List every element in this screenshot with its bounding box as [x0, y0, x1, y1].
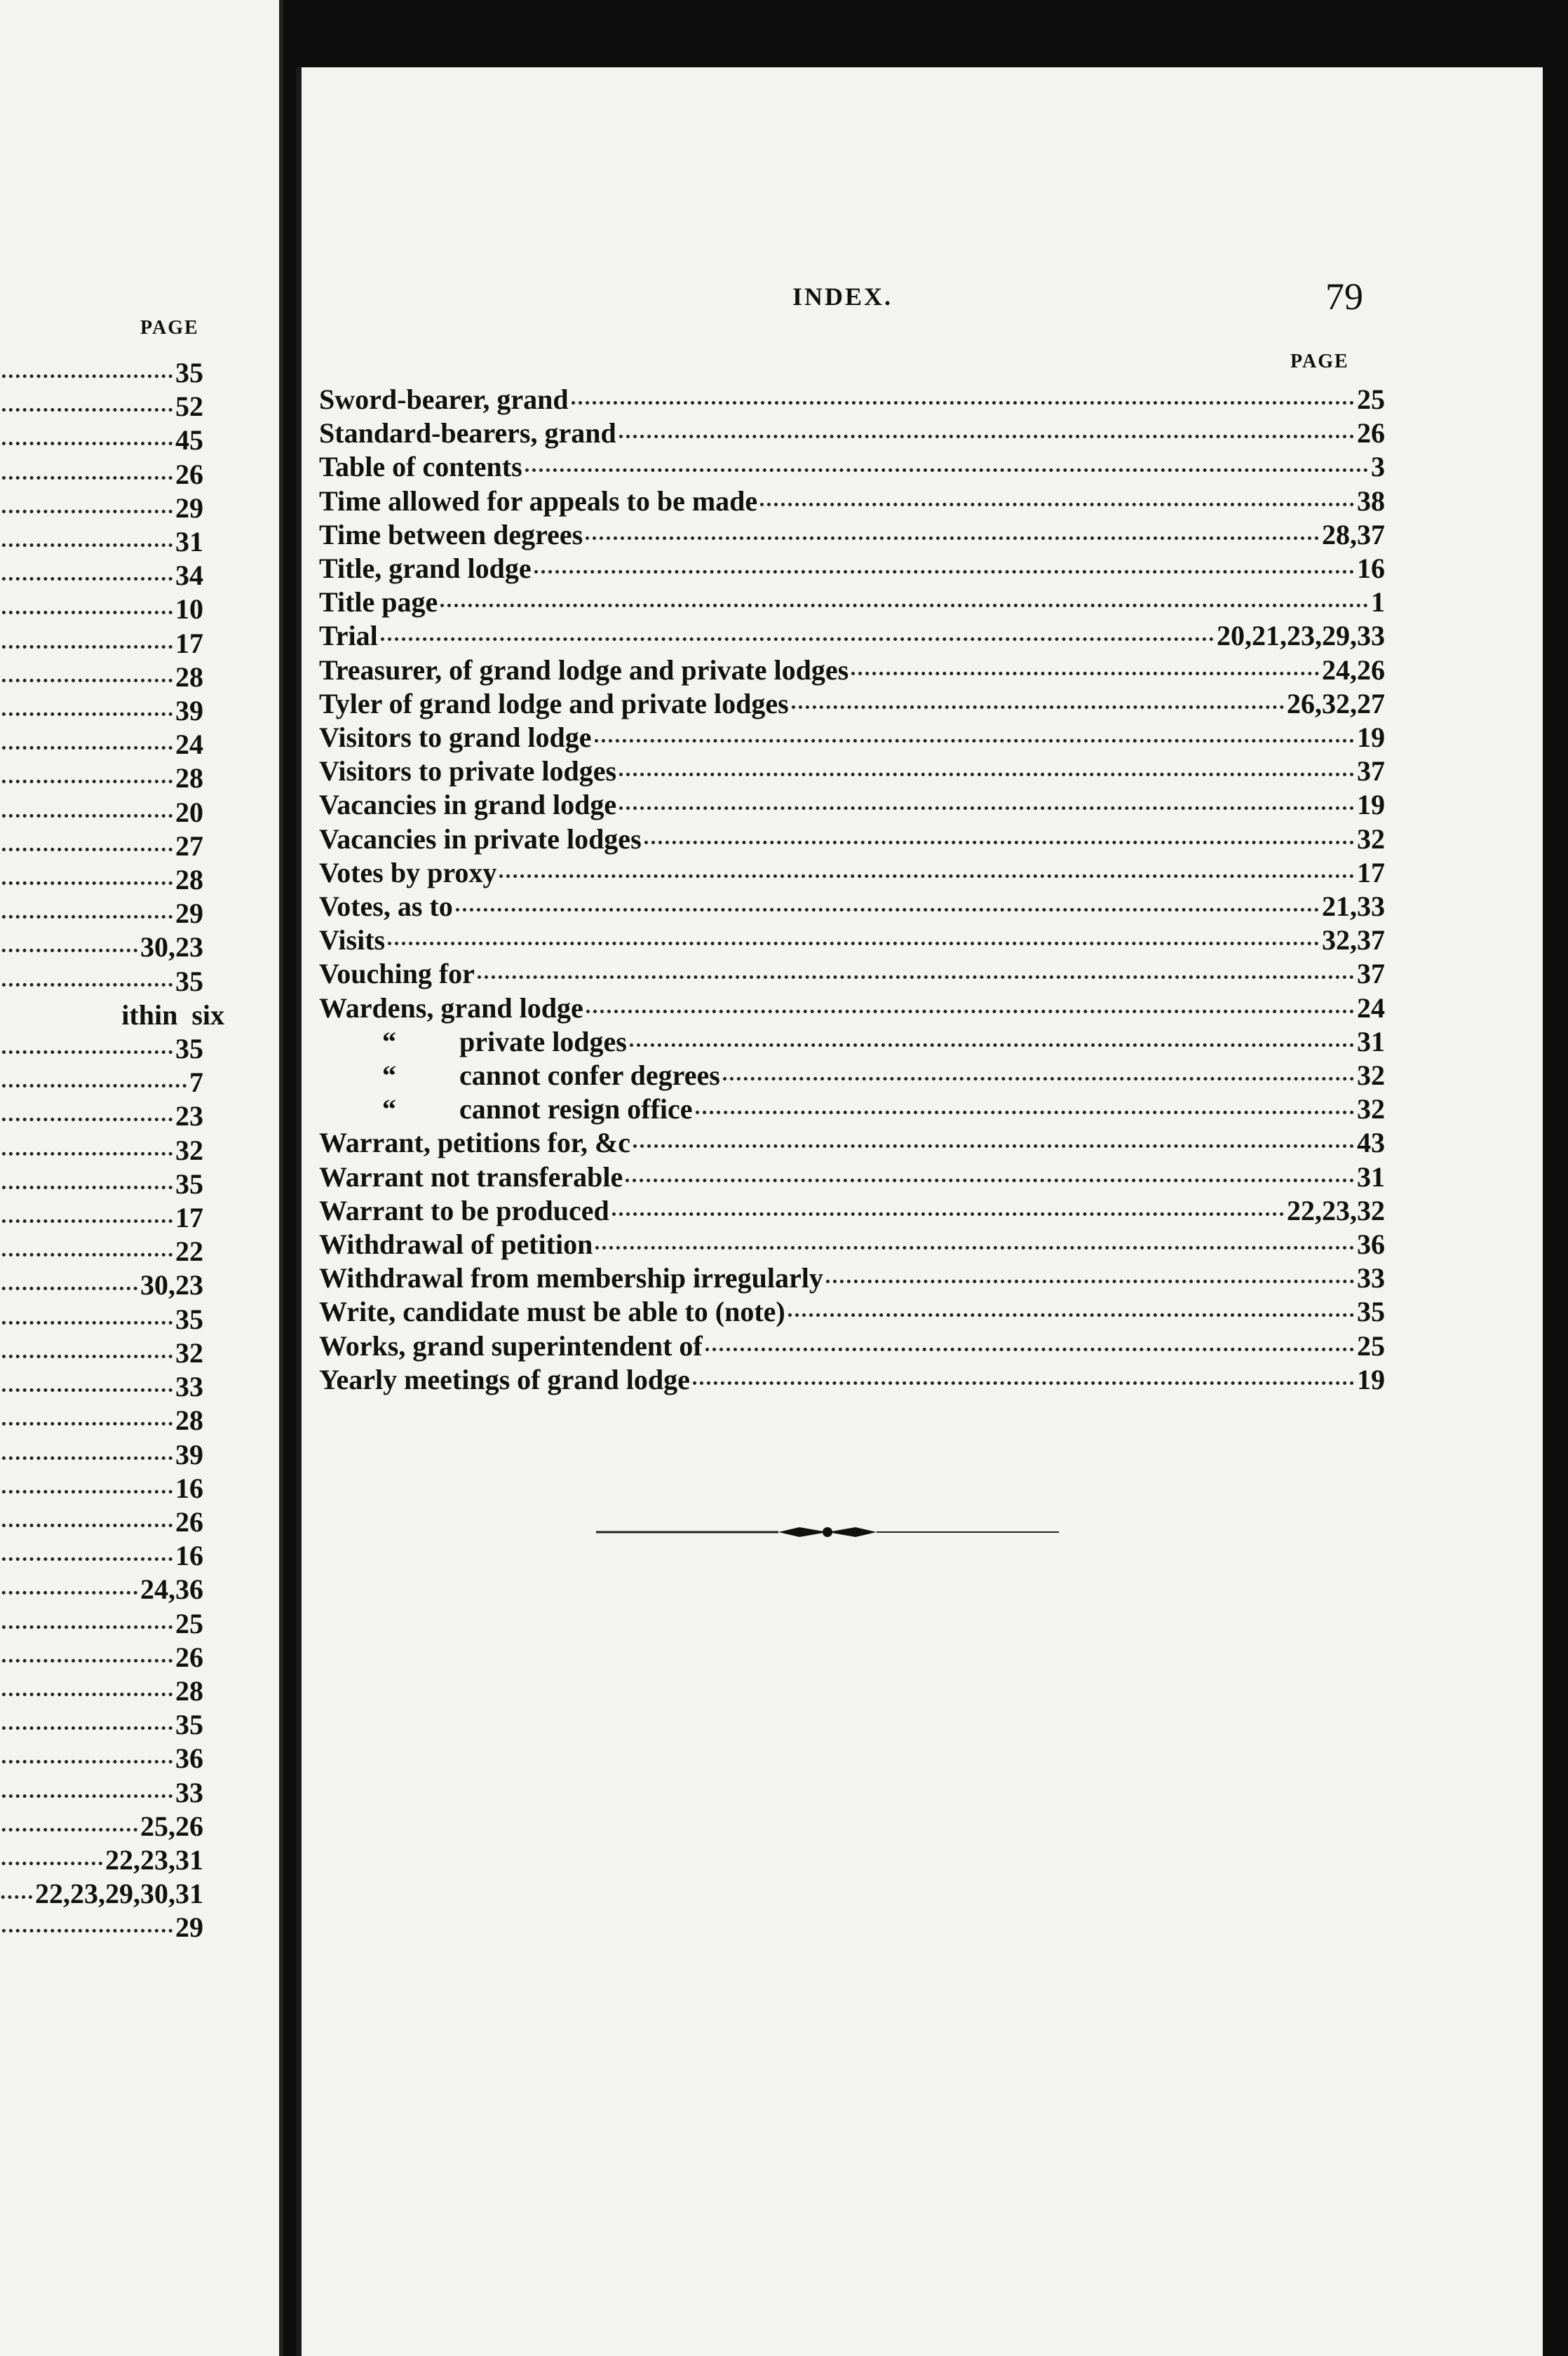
- left-index-entry: [0, 1674, 203, 1708]
- left-index-pages: 29: [175, 492, 203, 524]
- index-term: Tyler of grand lodge and private lodges: [319, 687, 789, 719]
- dot-leader: [0, 1355, 173, 1358]
- index-term: Warrant, petitions for, &c: [319, 1127, 631, 1159]
- left-index-entry: [0, 525, 203, 559]
- left-index-entry: [0, 1134, 203, 1167]
- index-entry: [319, 1295, 1385, 1329]
- index-entry: [319, 485, 1385, 518]
- index-pages: 37: [1357, 958, 1385, 990]
- left-index-entry: [0, 1370, 203, 1404]
- index-pages: 28,37: [1322, 518, 1385, 550]
- dot-leader: [0, 442, 173, 445]
- left-index-entry: [0, 1201, 203, 1235]
- left-index-pages: 28: [175, 762, 203, 794]
- left-index-entry: [0, 1336, 203, 1370]
- dot-leader: [0, 1794, 173, 1798]
- index-term-text: private lodges: [459, 1025, 627, 1057]
- page-number: 79: [1325, 276, 1363, 318]
- index-entry: [319, 1059, 1385, 1092]
- index-pages: 20,21,23,29,33: [1217, 620, 1385, 652]
- dot-leader: [0, 611, 173, 614]
- left-index-entry: [0, 1032, 203, 1066]
- left-index-pages: 35: [175, 1033, 203, 1065]
- page-header: [302, 276, 1543, 345]
- dot-leader: [0, 1084, 187, 1088]
- left-index-entry: [0, 1303, 203, 1336]
- dot-leader: [0, 1118, 173, 1121]
- index-entry: [319, 383, 1385, 417]
- left-index-entry: [0, 694, 203, 728]
- left-index-pages: 25,26: [140, 1810, 203, 1842]
- left-index-pages: 35: [175, 1167, 203, 1200]
- index-entry: [319, 923, 1385, 957]
- index-term: Treasurer, of grand lodge and private lodges: [319, 654, 849, 686]
- index-term: Vacancies in private lodges: [319, 822, 642, 855]
- index-entry: [319, 619, 1385, 653]
- left-index-pages: 35: [175, 1303, 203, 1335]
- index-pages: 32,37: [1322, 924, 1385, 956]
- page-column-label: PAGE: [1290, 351, 1349, 372]
- left-index-pages: 28: [175, 1404, 203, 1437]
- index-term: Vouching for: [319, 958, 475, 990]
- left-index-pages: 52: [175, 391, 203, 423]
- ditto-mark: “: [382, 1059, 396, 1092]
- dot-leader: [0, 408, 173, 412]
- index-pages: 36: [1357, 1228, 1385, 1261]
- index-list: [319, 383, 1385, 1397]
- left-index-pages: 35: [175, 965, 203, 997]
- dot-leader: [0, 746, 173, 750]
- left-index-entry: [0, 458, 203, 492]
- index-term: Time between degrees: [319, 518, 583, 550]
- dot-leader: [586, 536, 1319, 540]
- index-term: Visitors to grand lodge: [319, 722, 592, 754]
- dot-leader: [760, 503, 1354, 506]
- index-term-text: cannot confer degrees: [459, 1059, 720, 1092]
- ditto-mark: “: [382, 1025, 396, 1057]
- left-index-entry: [0, 1268, 203, 1302]
- left-index-pages: 35: [175, 1709, 203, 1741]
- index-entry: [319, 1194, 1385, 1228]
- index-entry: [319, 721, 1385, 754]
- left-index-entry: [0, 1742, 203, 1775]
- index-pages: 26: [1357, 417, 1385, 449]
- dot-leader: [499, 874, 1354, 878]
- left-index-entry: [0, 661, 203, 694]
- left-index-pages: 24: [175, 729, 203, 761]
- left-index-entry: [0, 1099, 203, 1133]
- index-term: Warrant not transferable: [319, 1160, 623, 1193]
- dot-leader: [0, 374, 173, 378]
- left-index-pages: 29: [175, 898, 203, 930]
- index-entry: [319, 1092, 1385, 1126]
- index-entry: [319, 754, 1385, 788]
- dot-leader: [0, 1726, 173, 1730]
- dot-leader: [0, 1456, 173, 1460]
- dot-leader: [0, 1152, 173, 1156]
- left-index-entry: [0, 559, 203, 593]
- dot-leader: [0, 645, 173, 649]
- dot-leader: [826, 1280, 1354, 1283]
- left-index-pages: 10: [175, 593, 203, 625]
- index-pages: 33: [1357, 1262, 1385, 1294]
- index-pages: 37: [1357, 755, 1385, 787]
- index-entry: [319, 991, 1385, 1025]
- index-entry: [319, 654, 1385, 687]
- left-index-entry: [0, 863, 203, 897]
- index-entry: [319, 856, 1385, 890]
- dot-leader: [0, 543, 173, 547]
- left-index-entry: [0, 593, 203, 626]
- index-term: [319, 1025, 627, 1059]
- index-pages: 22,23,32: [1287, 1194, 1385, 1226]
- dot-leader: [0, 1591, 137, 1595]
- dot-leader: [0, 848, 173, 851]
- left-index-entry: [0, 1404, 203, 1437]
- index-entry: [319, 687, 1385, 721]
- left-index-pages: 36: [175, 1742, 203, 1775]
- index-term: Table of contents: [319, 451, 522, 483]
- index-term: Yearly meetings of grand lodge: [319, 1363, 690, 1395]
- left-index-list: [0, 356, 224, 1945]
- index-pages: 26,32,27: [1287, 687, 1385, 719]
- dot-leader: [381, 637, 1214, 641]
- dot-leader: [0, 983, 173, 987]
- dot-leader: [0, 476, 173, 480]
- left-index-entry: [0, 1472, 203, 1505]
- dot-leader: [0, 577, 173, 581]
- index-term: Visits: [319, 924, 386, 956]
- index-pages: 17: [1357, 856, 1385, 888]
- dot-leader: [456, 908, 1319, 912]
- left-index-entry: [0, 1438, 203, 1472]
- left-index-pages: 45: [175, 424, 203, 456]
- left-index-entry: [0, 930, 203, 964]
- left-index-pages: 31: [175, 526, 203, 558]
- index-term: Write, candidate must be able to (note): [319, 1296, 785, 1328]
- left-index-entry: [0, 897, 203, 930]
- left-index-pages: 32: [175, 1336, 203, 1369]
- index-term: Withdrawal of petition: [319, 1228, 593, 1261]
- index-term: Sword-bearer, grand: [319, 384, 569, 415]
- index-entry: [319, 822, 1385, 856]
- left-index-entry: [0, 1843, 203, 1877]
- index-pages: 25: [1357, 1329, 1385, 1362]
- left-index-pages: 30,23: [140, 931, 203, 963]
- index-pages: 19: [1357, 722, 1385, 754]
- left-index-entry: [0, 1641, 203, 1674]
- index-term-text: cannot resign office: [459, 1093, 693, 1125]
- left-index-entry: [0, 1573, 203, 1606]
- index-term: Vacancies in grand lodge: [319, 789, 617, 821]
- dot-leader: [0, 1050, 173, 1054]
- index-pages: 35: [1357, 1296, 1385, 1328]
- index-pages: 32: [1357, 1059, 1385, 1092]
- dot-leader: [388, 942, 1319, 945]
- index-entry: [319, 788, 1385, 822]
- index-entry: [319, 518, 1385, 552]
- left-index-pages: 22: [175, 1235, 203, 1268]
- dot-leader: [0, 1625, 173, 1629]
- left-index-pages: 35: [175, 357, 203, 388]
- dot-leader: [0, 780, 173, 783]
- left-index-entry: [0, 1911, 203, 1944]
- index-pages: 43: [1357, 1127, 1385, 1159]
- left-index-pages: 23: [175, 1100, 203, 1132]
- index-term: Wardens, grand lodge: [319, 991, 583, 1024]
- left-index-entry: [0, 492, 203, 525]
- dot-leader: [0, 1557, 173, 1561]
- index-pages: 19: [1357, 789, 1385, 821]
- left-page: [0, 0, 283, 2356]
- left-index-entry: [0, 1539, 203, 1573]
- left-index-entry: [0, 1066, 203, 1099]
- index-pages: 16: [1357, 553, 1385, 585]
- left-index-pages: 32: [175, 1134, 203, 1166]
- index-entry: [319, 1160, 1385, 1194]
- left-index-entry: [0, 1167, 203, 1201]
- dot-leader: [696, 1111, 1354, 1114]
- left-index-pages: 16: [175, 1540, 203, 1572]
- running-header: INDEX.: [792, 283, 893, 311]
- index-pages: 32: [1357, 1093, 1385, 1125]
- dot-leader: [0, 1321, 173, 1325]
- dot-leader: [0, 1219, 173, 1223]
- index-term: Title, grand lodge: [319, 553, 532, 585]
- dot-leader: [0, 1693, 173, 1696]
- dot-leader: [788, 1313, 1354, 1317]
- dot-leader: [0, 1388, 173, 1392]
- left-index-entry: [0, 1708, 203, 1742]
- left-index-pages: 28: [175, 864, 203, 896]
- index-term: Votes by proxy: [319, 856, 497, 888]
- dot-leader: [0, 1895, 32, 1899]
- left-index-pages: 39: [175, 1438, 203, 1470]
- dot-leader: [525, 468, 1368, 472]
- dot-leader: [0, 915, 173, 919]
- dot-leader: [0, 1659, 173, 1663]
- right-page: [296, 67, 1543, 2356]
- left-index-pages: 34: [175, 560, 203, 592]
- left-index-pages: 28: [175, 1674, 203, 1707]
- dot-leader: [0, 712, 173, 716]
- left-index-pages: 27: [175, 830, 203, 862]
- dot-leader: [619, 773, 1354, 776]
- index-pages: 24: [1357, 991, 1385, 1024]
- dot-leader: [440, 604, 1368, 607]
- left-index-entry: [0, 965, 203, 998]
- left-index-entry: [0, 998, 224, 1032]
- index-entry: [319, 552, 1385, 585]
- left-index-pages: 17: [175, 1202, 203, 1234]
- left-index-pages: 20: [175, 796, 203, 828]
- ornament-divider: [596, 1522, 1059, 1543]
- dot-leader: [0, 510, 173, 513]
- index-entry: [319, 957, 1385, 991]
- dot-leader: [0, 881, 173, 885]
- dot-leader: [705, 1348, 1354, 1351]
- left-index-pages: 33: [175, 1371, 203, 1403]
- dot-leader: [0, 1287, 137, 1290]
- index-term: Time allowed for appeals to be made: [319, 485, 758, 517]
- index-entry: [319, 1126, 1385, 1160]
- left-index-pages: 29: [175, 1911, 203, 1944]
- left-index-pages: 17: [175, 627, 203, 659]
- dot-leader: [0, 1490, 173, 1494]
- dot-leader: [851, 672, 1319, 675]
- left-index-entry: [0, 1877, 203, 1911]
- index-term: Trial: [319, 620, 378, 652]
- dot-leader: [595, 1246, 1354, 1250]
- dot-leader: [0, 679, 173, 682]
- left-index-entry: [0, 1607, 203, 1641]
- left-index-pages: 22,23,31: [105, 1843, 203, 1876]
- index-pages: 32: [1357, 822, 1385, 855]
- dot-leader: [626, 1179, 1354, 1182]
- dot-leader: [644, 841, 1354, 844]
- left-index-entry: [0, 1505, 203, 1539]
- left-index-pages: 39: [175, 695, 203, 727]
- left-index-pages: 33: [175, 1776, 203, 1808]
- index-pages: 21,33: [1322, 891, 1385, 923]
- dot-leader: [595, 739, 1354, 743]
- index-pages: 25: [1357, 384, 1385, 415]
- dot-leader: [619, 435, 1354, 438]
- dot-leader: [619, 806, 1354, 810]
- dot-leader: [0, 1929, 173, 1932]
- ditto-mark: “: [382, 1093, 396, 1125]
- index-pages: 19: [1357, 1363, 1385, 1395]
- dot-leader: [0, 1760, 173, 1763]
- index-entry: [319, 417, 1385, 450]
- left-index-pages: 7: [189, 1067, 203, 1099]
- index-term: Votes, as to: [319, 891, 453, 923]
- dot-leader: [0, 949, 137, 952]
- left-index-entry: [0, 1810, 203, 1843]
- left-index-pages: 26: [175, 458, 203, 490]
- dot-leader: [0, 1862, 102, 1865]
- dot-leader: [0, 1186, 173, 1189]
- index-pages: 31: [1357, 1160, 1385, 1193]
- left-page-column-label: PAGE: [140, 317, 199, 339]
- index-entry: [319, 890, 1385, 923]
- index-term: Warrant to be produced: [319, 1194, 609, 1226]
- index-entry: [319, 1329, 1385, 1363]
- dot-leader: [723, 1077, 1354, 1081]
- index-term: Withdrawal from membership irregularly: [319, 1262, 823, 1294]
- index-term: Standard-bearers, grand: [319, 417, 616, 449]
- left-index-entry: [0, 728, 203, 761]
- dot-leader: [534, 570, 1354, 574]
- index-term: Visitors to private lodges: [319, 755, 617, 787]
- dot-leader: [0, 1524, 173, 1527]
- left-index-pages: 30,23: [140, 1269, 203, 1301]
- dot-leader: [586, 1010, 1354, 1013]
- dot-leader: [0, 1253, 173, 1257]
- index-pages: 1: [1371, 586, 1385, 618]
- dot-leader: [572, 401, 1354, 405]
- left-index-pages: 25: [175, 1607, 203, 1639]
- dot-leader: [630, 1043, 1354, 1047]
- index-entry: [319, 450, 1385, 484]
- index-entry: [319, 1363, 1385, 1397]
- index-entry: [319, 1261, 1385, 1295]
- index-entry: [319, 585, 1385, 619]
- left-index-entry: [0, 390, 203, 424]
- dot-leader: [0, 1422, 173, 1426]
- left-index-pages: 22,23,29,30,31: [35, 1878, 203, 1910]
- left-index-entry: [0, 1235, 203, 1268]
- left-index-entry: [0, 761, 203, 795]
- left-index-text: ithin six: [121, 998, 224, 1031]
- index-term: Works, grand superintendent of: [319, 1329, 703, 1362]
- left-index-entry: [0, 356, 203, 390]
- left-index-pages: 16: [175, 1472, 203, 1504]
- index-entry: [319, 1025, 1385, 1059]
- index-entry: [319, 1228, 1385, 1261]
- index-pages: 3: [1371, 451, 1385, 483]
- left-index-pages: 26: [175, 1505, 203, 1538]
- dot-leader: [0, 814, 173, 818]
- dot-leader: [612, 1212, 1284, 1216]
- left-index-entry: [0, 627, 203, 661]
- left-index-entry: [0, 1776, 203, 1810]
- left-index-pages: 28: [175, 661, 203, 693]
- index-term: Title page: [319, 586, 438, 618]
- index-term: [319, 1092, 693, 1126]
- left-index-entry: [0, 830, 203, 863]
- left-index-pages: 26: [175, 1641, 203, 1673]
- dot-leader: [478, 975, 1354, 979]
- dot-leader: [0, 1828, 137, 1832]
- index-pages: 31: [1357, 1025, 1385, 1057]
- left-index-entry: [0, 796, 203, 830]
- left-index-entry: [0, 424, 203, 457]
- left-index-pages: 24,36: [140, 1573, 203, 1606]
- index-term: [319, 1059, 720, 1092]
- dot-leader: [693, 1381, 1354, 1385]
- dot-leader: [792, 705, 1284, 709]
- index-pages: 38: [1357, 485, 1385, 517]
- dot-leader: [633, 1144, 1354, 1148]
- index-pages: 24,26: [1322, 654, 1385, 686]
